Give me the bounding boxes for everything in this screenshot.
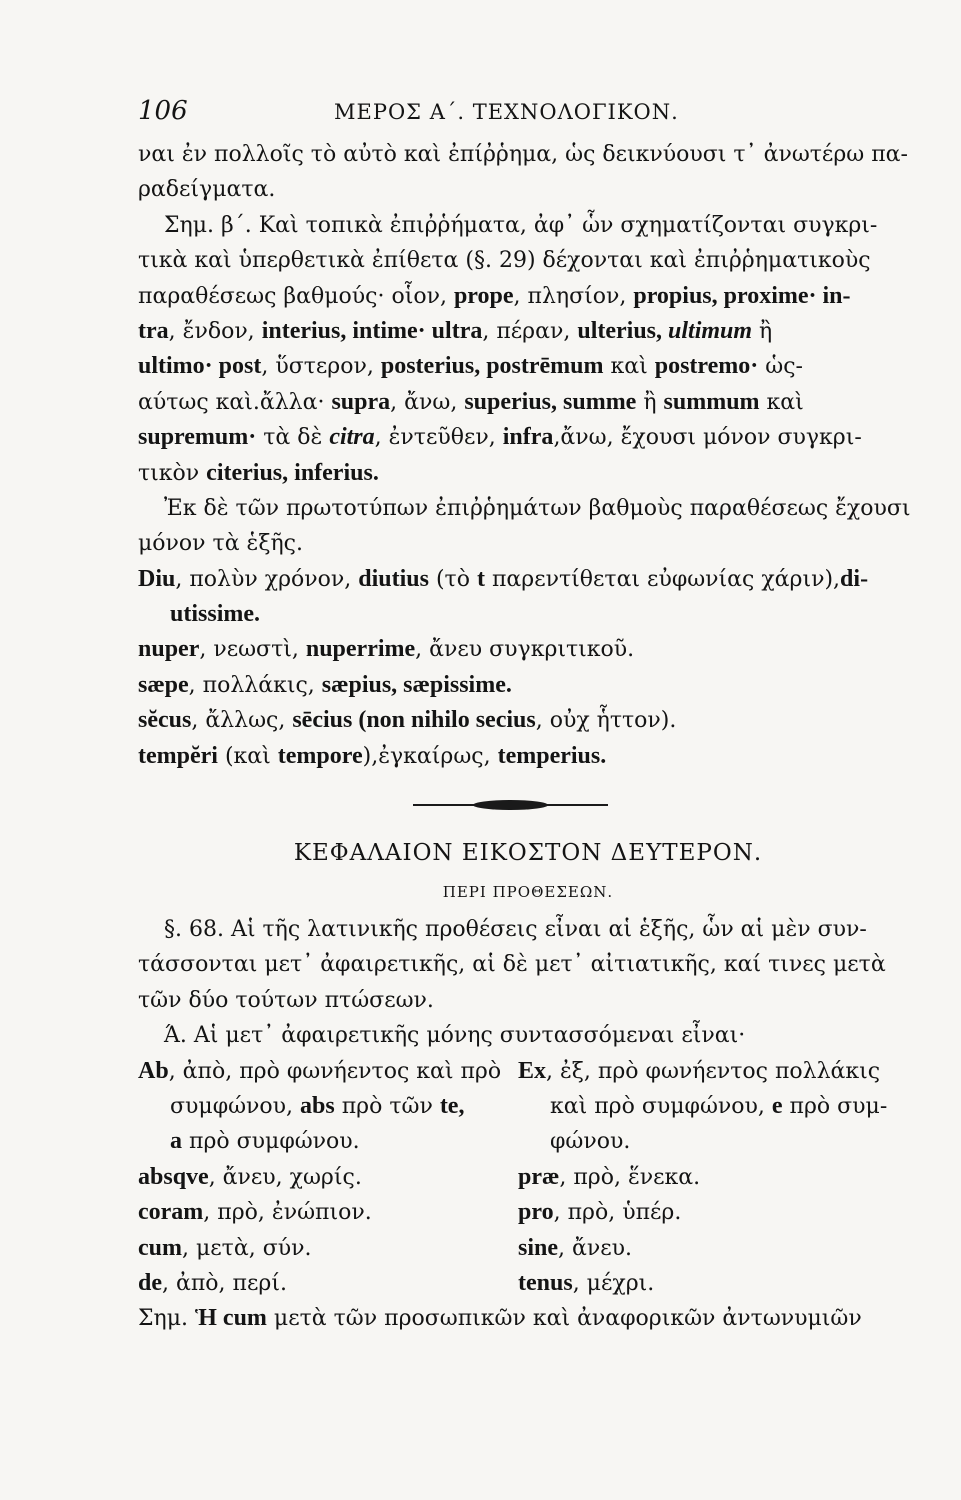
text-line: ναι ἐν πολλοῖς τὸ αὐτὸ καὶ ἐπίῤῥημα, ὡς δεικνύουσι τ᾽ ἀνωτέρω πα- [138,142,908,167]
subsection-heading: Ά. Αἱ μετ᾽ ἀφαιρετικῆς μόνης συντασσόμεναι εἶναι· [164,1023,746,1049]
latin-word: a [170,1128,182,1155]
greek-text: καὶ πρὸ συμφώνου, [550,1093,772,1119]
greek-text: ἢ [636,389,664,415]
latin-word: ulterius, [577,317,663,344]
latin-word: citra [329,424,375,451]
text-line: ραδείγματα. [138,177,276,203]
preposition-entry-absqve [138,1160,518,1195]
greek-text: , οὐχ ἧττον). [535,708,677,734]
greek-text: , νεωστὶ, [199,637,306,663]
latin-word: summum [663,388,760,415]
text-line [138,279,918,314]
latin-word: nuperrime [305,636,416,663]
greek-text: , ἄλλως, [191,708,293,734]
page-number: 106 [138,96,188,126]
preposition-list [138,1054,918,1302]
greek-text: ὡς- [758,354,803,380]
divider-ornament [473,800,548,810]
latin-word: Ἡ cum [195,1305,267,1332]
text-line: τάσσονται μετ᾽ ἀφαιρετικῆς, αἱ δὲ μετ᾽ αἰτιατικῆς, καί τινες μετὰ [138,952,886,978]
latin-word: interius, intime· ultra [261,317,483,344]
greek-text: φώνου. [550,1129,631,1155]
latin-word: Ab [138,1057,169,1084]
text-line: τῶν δύο τούτων πτώσεων. [138,987,434,1013]
greek-text: , ἀπὸ, πρὸ φωνήεντος καὶ πρὸ [168,1058,502,1084]
latin-word: te, [439,1092,465,1119]
greek-text: , πέραν, [482,318,578,344]
greek-text: συμφώνου, [170,1093,301,1119]
latin-word: postremo· [654,353,759,380]
preposition-entry-prae [518,1160,918,1195]
preposition-entry-ab [138,1054,518,1089]
adverb-entry-nuper [138,632,918,667]
latin-word: diutius [358,565,429,592]
greek-text: πρὸ συμφώνου. [182,1129,360,1155]
latin-word: de [138,1269,162,1296]
preposition-entry-continuation [518,1124,918,1159]
greek-text: παραθέσεως βαθμούς· οἷον, [138,283,454,309]
latin-word: supremum· [138,424,257,451]
greek-text: , ὕστερον, [261,354,381,380]
preposition-entry-tenus [518,1266,918,1301]
text-line [138,349,918,384]
latin-word: ultimo· post [138,353,262,380]
greek-text: ἢ [752,318,773,344]
latin-word: tra [138,317,169,344]
latin-word: di- [840,565,869,592]
preposition-entry-coram [138,1195,518,1230]
preposition-entry-continuation [138,1089,518,1124]
greek-text: πρὸ τῶν [334,1093,440,1119]
greek-text: μετὰ τῶν προσωπικῶν καὶ ἀναφορικῶν ἀντωνυμιῶν [266,1306,862,1332]
chapter-subtitle: ΠΕΡΙ ΠΡΟΘΕΣΕΩΝ. [442,883,614,902]
preposition-entry-ex [518,1054,918,1089]
latin-word: sæpius, sæpissime. [321,671,512,698]
latin-word: sēcius (non nihilo secius [292,707,536,734]
text-line [138,420,918,455]
preposition-entry-pro [518,1195,918,1230]
latin-word: sine [518,1234,559,1261]
preposition-entry-sine [518,1231,918,1266]
greek-text: , πολλάκις, [188,672,322,698]
preposition-column-left [138,1054,518,1302]
latin-word: tempore [277,742,363,769]
preposition-entry-continuation [138,1124,518,1159]
greek-text: , μετὰ, σύν. [182,1235,312,1261]
section-paragraph-start: §. 68. Αἱ τῆς λατινικῆς προθέσεις εἶναι αἱ ἑξῆς, ὧν αἱ μὲν συν- [164,917,867,943]
page-body [138,137,918,1337]
preposition-entry-de [138,1266,518,1301]
latin-word: pro [518,1199,554,1226]
greek-text: , πρὸ, ἐνώπιον. [203,1200,372,1226]
greek-text: παρεντίθεται εὐφωνίας χάριν), [484,566,841,592]
greek-text: τὰ δὲ [256,425,330,451]
greek-text: (καὶ [217,743,278,769]
greek-text: ),ἐγκαίρως, [362,743,498,769]
latin-word: Diu [138,565,176,592]
greek-text: (τὸ [428,566,477,592]
ornamental-rule [138,774,918,834]
latin-word: infra [502,424,554,451]
latin-word: utissime. [170,601,260,628]
greek-text: , ἐντεῦθεν, [374,425,503,451]
greek-text: καὶ [759,389,804,415]
running-head: ΜΕΡΟΣ Α΄. ΤΕΧΝΟΛΟΓΙΚΟΝ. [334,100,679,124]
latin-word: posterius, postrēmum [380,353,604,380]
latin-word: prope [453,282,514,309]
latin-word: citerius, inferius. [206,459,379,486]
greek-text: αύτως καὶ.ἄλλα· [138,389,332,415]
greek-text: πρὸ συμ- [782,1093,888,1119]
greek-text: Σημ. [138,1306,196,1332]
latin-word: sĕcus [138,707,192,734]
preposition-column-right [518,1054,918,1302]
latin-word: e [771,1092,783,1119]
greek-text: , μέχρι. [572,1270,655,1296]
latin-word: superius, summe [464,388,637,415]
latin-word: tenus [518,1269,573,1296]
text-line [138,385,918,420]
greek-text: καὶ [603,354,655,380]
latin-word: tempĕri [138,742,218,769]
greek-text: , ἄνω, [390,389,465,415]
latin-word: supra [331,388,391,415]
latin-word: Ex [518,1057,547,1084]
greek-text: , ἄνευ. [558,1235,632,1261]
greek-text: , πολὺν χρόνον, [175,566,359,592]
greek-text: , ἄνευ, χωρίς. [208,1164,362,1190]
text-line [138,456,918,491]
preposition-entry-cum [138,1231,518,1266]
greek-text: , πλησίον, [513,283,634,309]
note-paragraph-start: Σημ. β΄. Καὶ τοπικὰ ἐπιῤῥήματα, ἀφ᾽ ὧν σχηματίζονται συγκρι- [164,212,878,238]
latin-word: absqve [138,1163,209,1190]
latin-word: ultimum [662,317,753,344]
adverb-entry-secus [138,703,918,738]
adverb-entry-temperi [138,739,918,774]
latin-word: nuper [138,636,200,663]
greek-text: , ἄνευ συγκριτικοῦ. [415,637,635,663]
text-line [138,314,918,349]
latin-word: cum [138,1234,182,1261]
adverb-entry-saepe [138,668,918,703]
latin-word: sæpe [138,671,189,698]
latin-word: præ [518,1163,560,1190]
greek-text: , ἐξ, πρὸ φωνήεντος πολλάκις [546,1058,881,1084]
greek-text: τικὸν [138,460,207,486]
greek-text: ,ἄνω, ἔχουσι μόνον συγκρι- [553,425,862,451]
text-line: τικὰ καὶ ὑπερθετικὰ ἐπίθετα (§. 29) δέχονται καὶ ἐπιῤῥηματικοὺς [138,248,871,274]
text-line: μόνον τὰ ἑξῆς. [138,531,303,557]
note-line [138,1301,918,1336]
greek-text: , ἀπὸ, περί. [162,1270,287,1296]
chapter-title: ΚΕΦΑΛΑΙΟΝ ΕΙΚΟΣΤΟΝ ΔΕΥΤΕΡΟΝ. [293,840,763,867]
latin-word: temperius. [497,742,607,769]
latin-word: abs [300,1092,335,1119]
greek-text: , πρὸ, ἕνεκα. [559,1164,701,1190]
latin-word: propius, proxime· in- [633,282,851,309]
adverb-entry-diu [138,562,918,597]
adverb-entry-continuation [138,597,918,632]
latin-word: coram [138,1199,204,1226]
greek-text: , ἔνδον, [168,318,262,344]
greek-text: , πρὸ, ὑπέρ. [553,1200,682,1226]
preposition-entry-continuation [518,1089,918,1124]
page-header [138,96,918,132]
paragraph-start: Ἐκ δὲ τῶν πρωτοτύπων ἐπιῤῥημάτων βαθμοὺς παραθέσεως ἔχουσι [164,495,911,521]
latin-word: t [476,565,485,592]
